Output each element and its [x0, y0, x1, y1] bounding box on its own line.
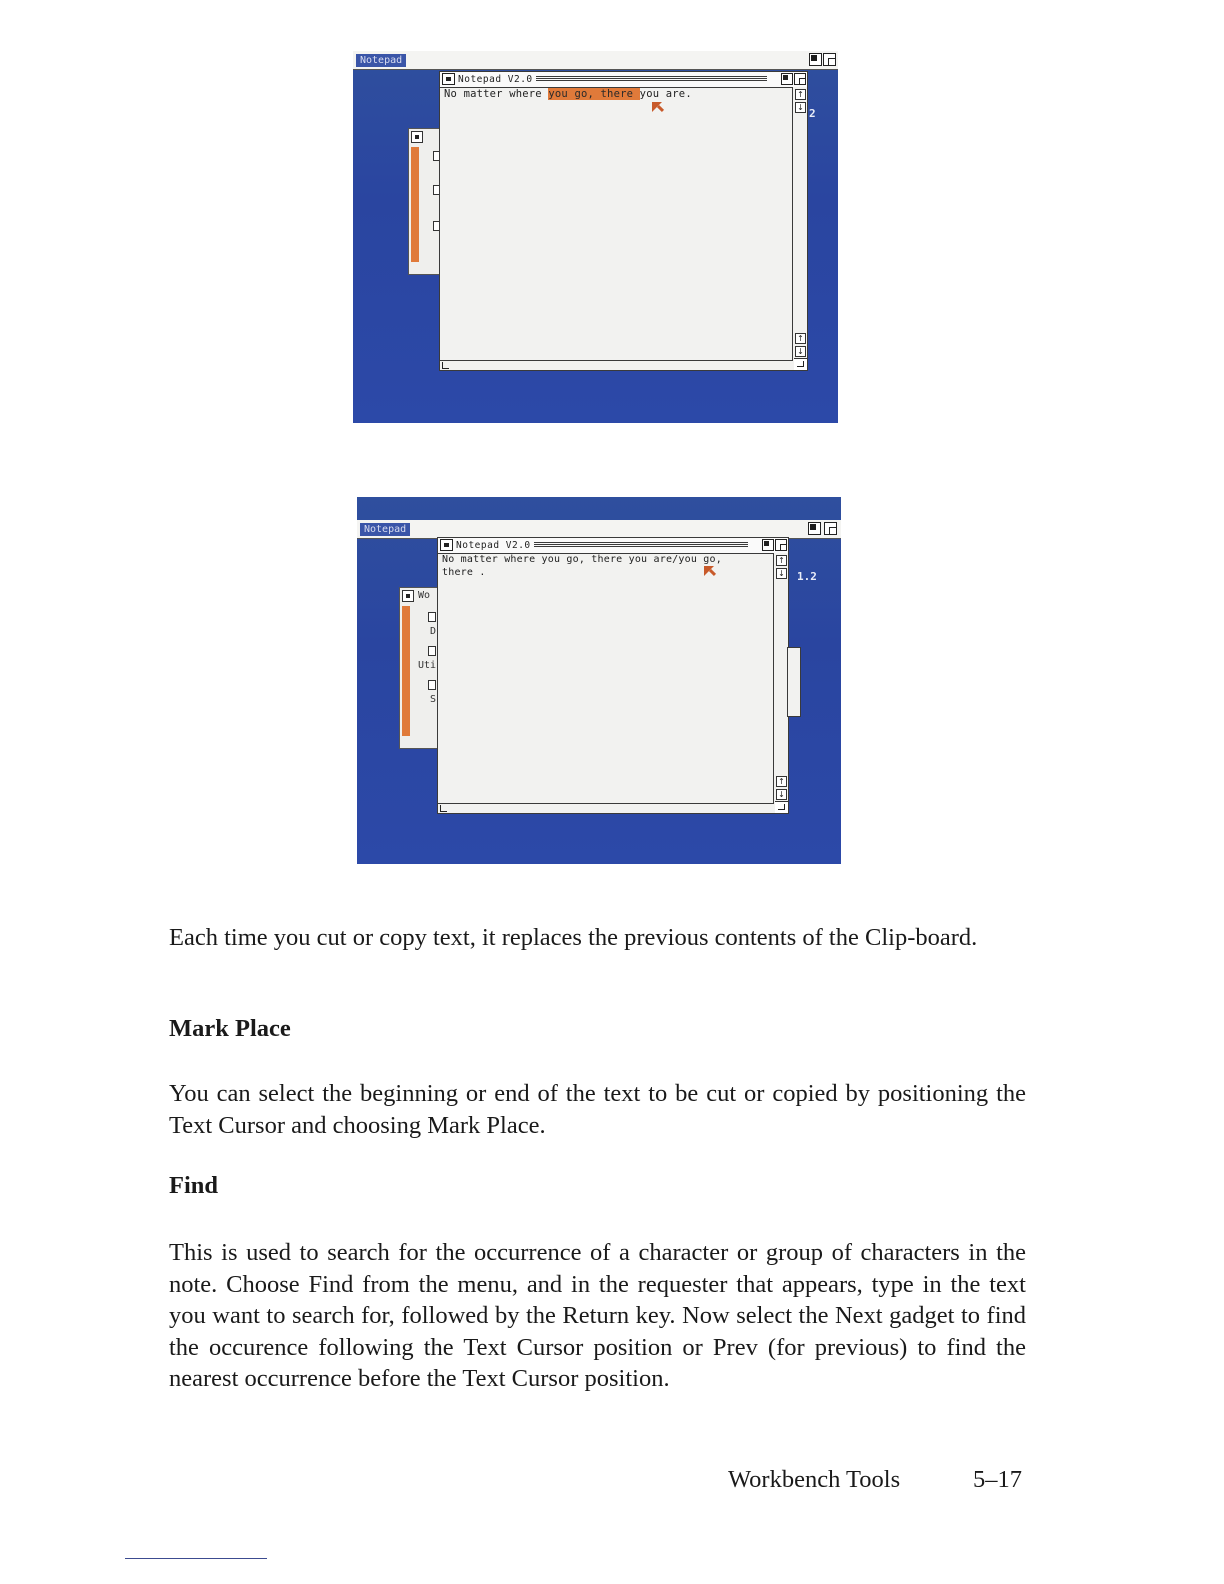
text-selection: you go, there: [548, 88, 640, 100]
heading-mark-place: Mark Place: [169, 1015, 291, 1042]
drawer-icon[interactable]: [428, 612, 436, 622]
scroll-down-icon[interactable]: ↓: [795, 102, 806, 113]
paragraph-find: This is used to search for the occurrence of a character or group of characters in the note. Choose Find from the menu, and in the requester that appears, type in the text you want to search for, followed by the Return key. Now select the Next gadget to find the occurence following the Text Cursor position or Prev (for previous) to find the nearest occurrence before the Text Cursor position.: [169, 1239, 1026, 1392]
vertical-scrollbar[interactable]: [773, 553, 788, 813]
heading-find: Find: [169, 1172, 219, 1199]
notepad-window: [437, 537, 789, 814]
screenshot-notepad-highlight: [353, 51, 838, 423]
window-depth-front-icon[interactable]: [781, 73, 793, 85]
scroll-down-icon[interactable]: ↓: [776, 789, 787, 800]
screen-depth-front-icon[interactable]: [809, 53, 822, 66]
drawer-label: Wo: [418, 590, 431, 601]
close-icon[interactable]: [440, 539, 453, 551]
drawer-label: Uti: [418, 660, 437, 671]
text-plain: you are.: [639, 88, 692, 100]
scroll-up-icon[interactable]: ↑: [776, 776, 787, 787]
side-label: 2: [809, 107, 816, 120]
paragraph-clipboard: Each time you cut or copy text, it replaces the previous contents of the Clip-board.: [169, 924, 978, 951]
window-depth-back-icon[interactable]: [775, 539, 787, 551]
text-plain: No matter where: [444, 88, 549, 100]
drawer-label: S: [430, 694, 437, 705]
window-title-bar[interactable]: [438, 538, 788, 554]
workbench-window: [399, 587, 441, 749]
screen-title-bar: [353, 51, 838, 70]
window-title: Notepad V2.0: [458, 74, 533, 85]
drawer-label: D: [430, 626, 437, 637]
scrollbar-highlight[interactable]: [411, 147, 419, 262]
note-text-line[interactable]: No matter where you go, there you are/you go,: [442, 554, 722, 565]
scroll-down-icon[interactable]: ↓: [776, 568, 787, 579]
back-window-scrollbar[interactable]: [787, 647, 801, 717]
screen-title: Notepad: [356, 54, 406, 67]
screen-depth-back-icon[interactable]: [823, 53, 836, 66]
footer-section-title: Workbench Tools: [728, 1466, 901, 1493]
title-drag-bar[interactable]: [534, 542, 748, 548]
window-title-bar[interactable]: [440, 72, 807, 88]
drawer-icon[interactable]: [428, 680, 436, 690]
footer-rule: [125, 1558, 267, 1559]
screen-title: Notepad: [360, 523, 410, 536]
note-text-line[interactable]: there .: [442, 567, 486, 578]
window-title: Notepad V2.0: [456, 540, 531, 551]
drawer-icon[interactable]: [428, 646, 436, 656]
horizontal-scrollbar[interactable]: [440, 360, 793, 370]
scroll-up-icon[interactable]: ↑: [795, 89, 806, 100]
close-icon[interactable]: [402, 590, 414, 602]
notepad-window: [439, 71, 808, 371]
resize-icon[interactable]: [775, 801, 788, 813]
screen-depth-front-icon[interactable]: [808, 522, 821, 535]
resize-icon[interactable]: [794, 358, 807, 370]
note-text-line[interactable]: [444, 88, 692, 101]
footer-page-number: 5–17: [973, 1466, 1022, 1493]
scroll-up-icon[interactable]: ↑: [776, 555, 787, 566]
horizontal-scrollbar[interactable]: [438, 803, 774, 813]
scroll-up-icon[interactable]: ↑: [795, 333, 806, 344]
title-drag-bar[interactable]: [536, 76, 767, 82]
paragraph-mark-place: You can select the beginning or end of the text to be cut or copied by positioning the Text Cursor and choosing Mark Place.: [169, 1080, 1026, 1139]
side-label: 1.2: [797, 570, 817, 583]
window-depth-front-icon[interactable]: [762, 539, 774, 551]
scrollbar-highlight[interactable]: [402, 606, 410, 736]
close-icon[interactable]: [411, 131, 423, 143]
vertical-scrollbar[interactable]: [792, 87, 807, 370]
scroll-down-icon[interactable]: ↓: [795, 346, 806, 357]
screen-depth-back-icon[interactable]: [824, 522, 837, 535]
screenshot-notepad-paste: [357, 497, 841, 864]
close-icon[interactable]: [442, 73, 455, 85]
window-depth-back-icon[interactable]: [794, 73, 806, 85]
